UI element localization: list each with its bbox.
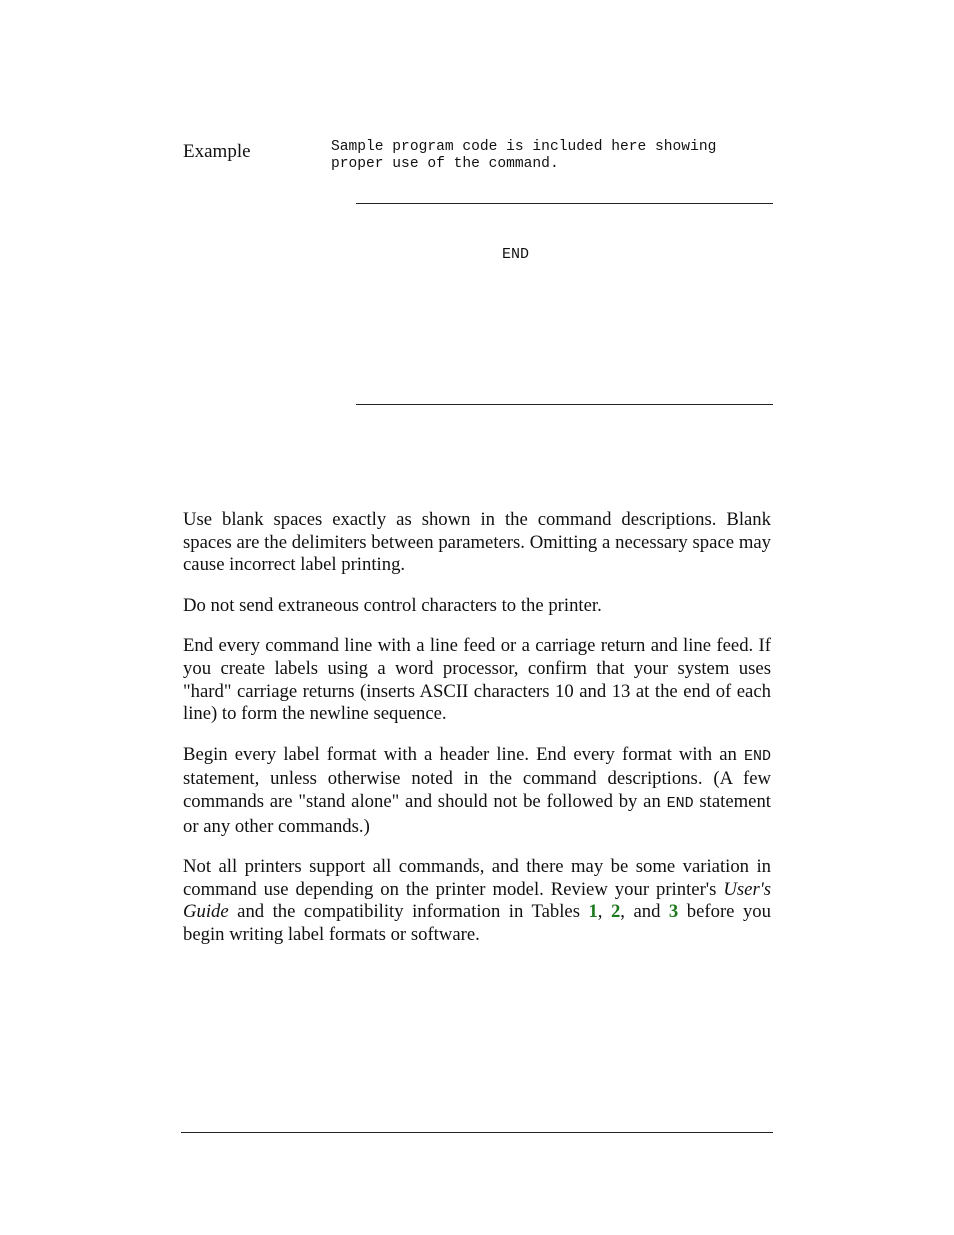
- footer-rule: [181, 1132, 773, 1133]
- example-code: [331, 139, 771, 172]
- p4-text-2: statement, unless otherwise noted in the command descriptions. (A few commands are "stand alone" and should not be followed by an: [183, 768, 771, 812]
- guidelines-text: [183, 509, 771, 965]
- table-2-link[interactable]: 2: [610, 901, 621, 923]
- example-code-line-2: proper use of the command.: [331, 155, 559, 172]
- paragraph-header-line: [183, 744, 771, 838]
- code-box-top-rule: [356, 203, 773, 204]
- p5-separator-1: ,: [597, 901, 611, 923]
- code-box-bottom-rule: [356, 404, 773, 405]
- p5-separator-2: , and: [620, 901, 669, 923]
- paragraph-control-characters: Do not send extraneous control characters to the printer.: [183, 594, 602, 616]
- example-label: Example: [183, 141, 251, 162]
- end-keyword: END: [666, 794, 694, 812]
- table-3-link[interactable]: 3: [668, 901, 679, 923]
- example-code-line-1: Sample program code is included here showing: [331, 139, 717, 155]
- p5-text-1: Not all printers support all commands, and there may be some variation in command use depending on the printer model. Review your printer's: [183, 856, 771, 900]
- p5-text-3: before you begin writing label formats or software.: [183, 901, 771, 945]
- end-keyword: END: [743, 747, 771, 765]
- end-statement: END: [502, 246, 530, 263]
- p4-text-1: Begin every label format with a header line. End every format with an: [183, 743, 744, 765]
- paragraph-blank-spaces: Use blank spaces exactly as shown in the command descriptions. Blank spaces are the delimiters between parameters. Omitting a necessary space may cause incorrect label printing.: [183, 509, 771, 576]
- paragraph-compatibility: [183, 856, 771, 946]
- p5-text-2: and the compatibility information in Tables: [228, 901, 589, 923]
- table-1-link[interactable]: 1: [588, 901, 598, 923]
- users-guide-title: User's Guide: [183, 878, 771, 923]
- p4-text-3: statement or any other commands.): [183, 790, 771, 837]
- paragraph-line-endings: End every command line with a line feed or a carriage return and line feed. If you create labels using a word processor, confirm that your system uses "hard" carriage returns (inserts ASCII characters 10 and 13 at the end of each line) to form the newline sequence.: [183, 635, 771, 725]
